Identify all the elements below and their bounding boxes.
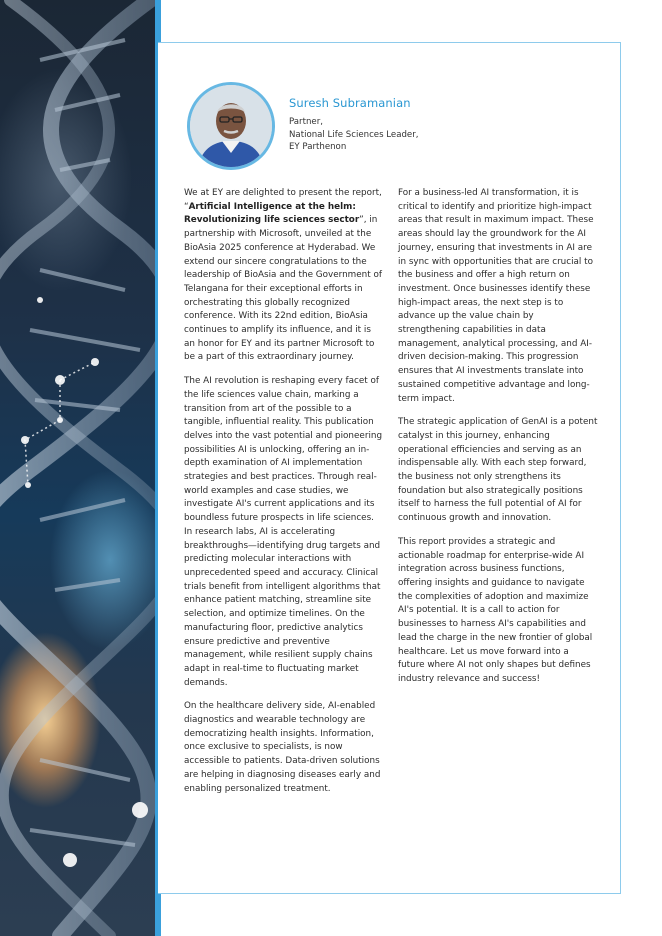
right-text-column [398, 187, 598, 697]
left-text-column [184, 187, 384, 806]
author-photo [187, 82, 275, 170]
body-paragraph: On the healthcare delivery side, AI-enabled diagnostics and wearable technology are democratizing health insights. Information, once exclusive to specialists, is now accessible to patients. Data-driven solutions are helping in diagnosing diseases early and enabling personalized treatment. [184, 701, 381, 794]
report-title: Artificial Intelligence at the helm: Revolutionizing life sciences sector [184, 201, 360, 226]
intro-text-before: We at EY are delighted to present the report, “ [184, 188, 382, 212]
body-paragraph: The strategic application of GenAI is a potent catalyst in this journey, enhancing operational efficiencies and serving as an indispensable ally. With each step forward, the business not only strengthens its foundation but also strategically positions itself to harness the full potential of AI for continuous growth and innovation. [398, 417, 598, 524]
author-role-line: National Life Sciences Leader, [289, 129, 419, 140]
author-name: Suresh Subramanian [289, 96, 411, 110]
author-role-line: Partner, [289, 117, 323, 127]
body-paragraph: The AI revolution is reshaping every facet of the life sciences value chain, marking a transition from art of the possible to a tangible, influential reality. This publication delves into the vast potential and pioneering possibilities AI is unlocking, offering an in-depth examination of AI implementation strategies and best practices. Through real-world examples and case studies, we investigate AI's current applications and its boundless future prospects in life sciences. In research labs, AI is accelerating breakthroughs—identifying drug targets and predicting molecular interactions with unprecedented speed and accuracy. Clinical trials benefit from intelligent algorithms that enhance patient matching, streamline site selection, and optimize timelines. On the manufacturing floor, predictive analytics ensure predictive and preventive management, while resilient supply chains adapt in real-time to fluctuating market demands. [184, 376, 383, 688]
intro-text-after: ”, in partnership with Microsoft, unveiled at the BioAsia 2025 conference at Hyderabad. We extend our sincere congratulations to the leadership of BioAsia and the Government of Telangana for their exceptional efforts in orchestrating this globally recognized conference. With its 22nd edition, BioAsia continues to amplify its influence, and it is an honor for EY and its partner Microsoft to be a part of this extraordinary journey. [184, 215, 382, 363]
author-role-line: EY Parthenon [289, 142, 347, 153]
body-paragraph: For a business-led AI transformation, it is critical to identify and prioritize high-impact areas that result in maximum impact. These areas should lay the groundwork for the AI journey, ensuring that investments in AI are in sync with opportunities that are crucial to the business and offer a high return on investment. Once businesses identify these high-impact areas, the next step is to advance up the value chain by strengthening capabilities in data management, analytical processing, and AI-driven decision-making. This progression ensures that AI investments translate into sustained competitive advantage and long-term impact. [398, 188, 594, 404]
intro-paragraph [184, 187, 384, 365]
author-role [289, 116, 418, 154]
dna-helix-illustration [0, 0, 157, 936]
person-portrait-icon [190, 85, 272, 167]
dna-artwork-panel [0, 0, 157, 936]
body-paragraph: This report provides a strategic and actionable roadmap for enterprise-wide AI integration across business functions, offering insights and guidance to navigate the complexities of adoption and maximize AI's potential. It is a call to action for businesses to harness AI's capabilities and lead the charge in the new frontier of global healthcare. Let us move forward into a future where AI not only shapes but defines industry relevance and success! [398, 536, 593, 684]
